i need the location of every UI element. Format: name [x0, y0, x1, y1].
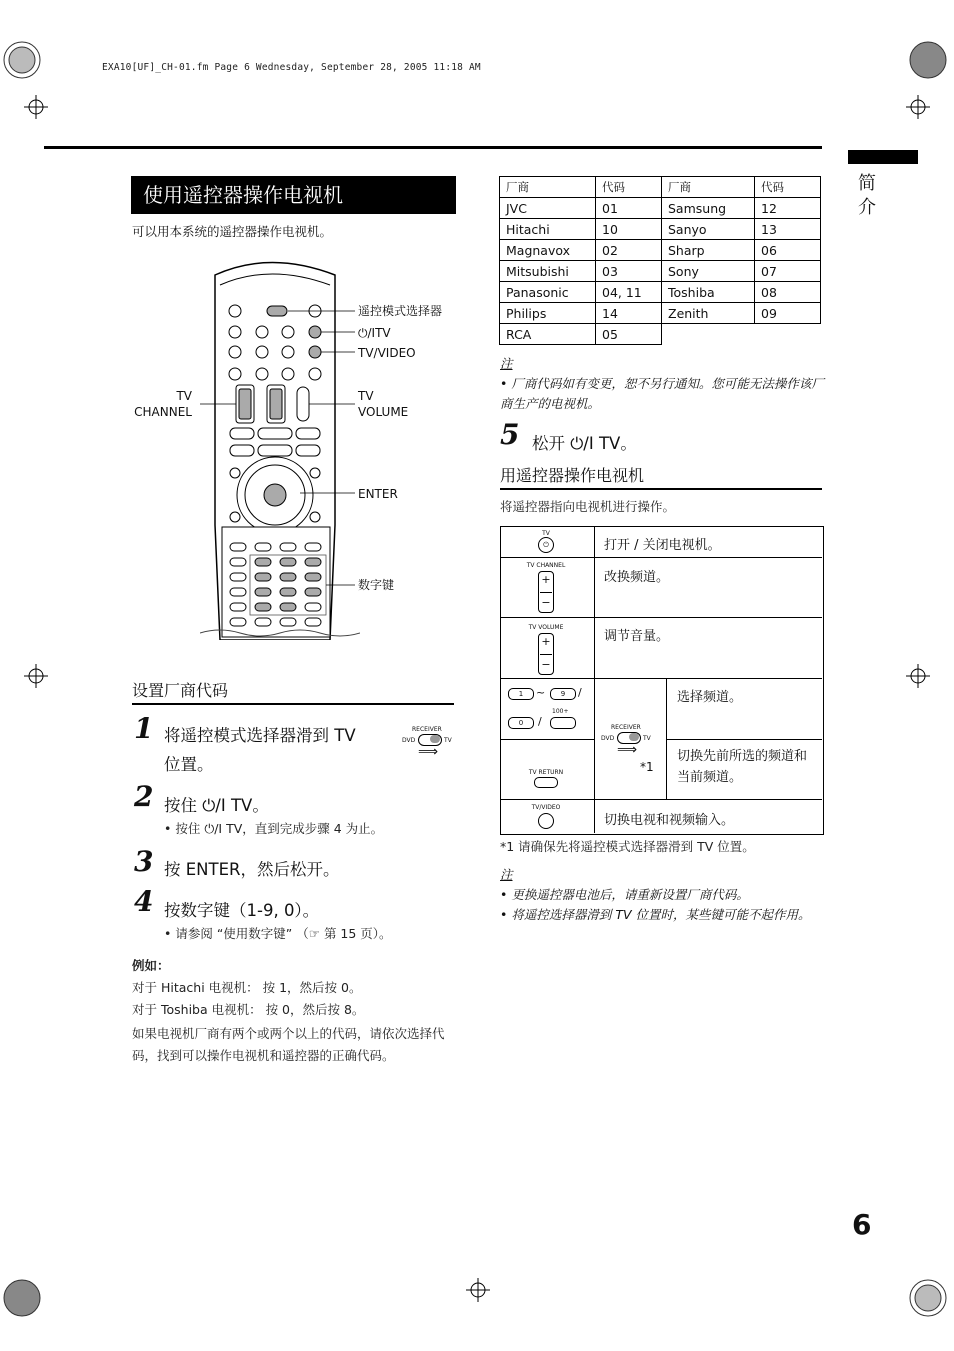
label-tv-channel-line1: TV	[176, 389, 192, 403]
table-cell: 04, 11	[596, 282, 662, 303]
op-row-divider	[500, 739, 594, 740]
crosshair-mark	[906, 664, 930, 692]
number-key-icons	[508, 686, 592, 734]
section-set-code: 设置厂商代码	[132, 678, 454, 705]
op-row-divider	[500, 678, 822, 679]
mode-switch-icon-op	[601, 724, 657, 758]
step-2-bullet-text: 按住 ⏻/I TV，直到完成步骤 4 为止。	[175, 821, 384, 836]
label-tv-volume-line1: TV	[358, 389, 374, 403]
table-cell: 10	[596, 219, 662, 240]
table-cell: Sony	[662, 261, 755, 282]
switch-knob	[629, 733, 639, 741]
label-tv-volume	[358, 388, 408, 420]
switch-receiver-label: RECEIVER	[611, 724, 641, 731]
chapter-tab	[848, 150, 918, 164]
key-100-label: 100+	[552, 708, 569, 715]
table-cell: Panasonic	[500, 282, 596, 303]
crosshair-mark	[466, 1278, 490, 1306]
op-row-input: 切换电视和视频输入。	[604, 813, 735, 828]
op-row-divider	[500, 799, 822, 800]
tv-return-icon	[520, 769, 572, 788]
table-cell: Toshiba	[662, 282, 755, 303]
file-header: EXA10[UF]_CH-01.fm Page 6 Wednesday, September 28, 2005 11:18 AM	[102, 62, 481, 73]
table-row	[500, 240, 821, 261]
table-cell: Zenith	[662, 303, 755, 324]
crosshair-mark	[906, 95, 930, 123]
example-line-1: 对于 Hitachi 电视机： 按 1，然后按 0。	[132, 980, 362, 995]
table-cell: Magnavox	[500, 240, 596, 261]
tv-video-icon	[520, 804, 572, 829]
table-cell-empty	[755, 324, 821, 345]
example-line-2: 对于 Toshiba 电视机： 按 0，然后按 8。	[132, 1002, 365, 1017]
top-rule	[44, 146, 822, 149]
table-cell: 06	[755, 240, 821, 261]
step-number-1: 1	[134, 712, 154, 745]
table-cell: 12	[755, 198, 821, 219]
table-cell: Sanyo	[662, 219, 755, 240]
tv-volume-icon-label: TV VOLUME	[528, 624, 564, 631]
registration-mark-bl	[2, 1278, 42, 1322]
step-2-text: 按住 ⏻/I TV。	[164, 796, 269, 815]
crosshair-mark	[24, 95, 48, 123]
tv-power-icon	[536, 530, 556, 553]
step-number-5: 5	[500, 418, 520, 451]
header-cell: 厂商	[662, 177, 755, 198]
step-4-text: 按数字键（1-9, 0）。	[164, 901, 320, 920]
table-cell: JVC	[500, 198, 596, 219]
registration-mark-tl	[2, 40, 42, 84]
table-cell: 14	[596, 303, 662, 324]
table-cell: Sharp	[662, 240, 755, 261]
table-cell: 01	[596, 198, 662, 219]
note-label-1: 注	[500, 356, 513, 371]
table-cell: Hitachi	[500, 219, 596, 240]
footnote-marker: *1	[640, 760, 654, 774]
page-number: 6	[852, 1208, 872, 1241]
op-col-divider	[666, 678, 667, 799]
switch-tv-label: TV	[444, 737, 452, 744]
footnote: *1 请确保先将遥控模式选择器滑到 TV 位置。	[500, 839, 755, 854]
multi-code-note: 如果电视机厂商有两个或两个以上的代码，请依次选择代码，找到可以操作电视机和遥控器的正确代码。	[132, 1026, 445, 1063]
arrow-right-icon: ⟹	[418, 744, 439, 760]
tilde-sign: ~	[536, 686, 546, 699]
switch-dvd-label: DVD	[601, 735, 615, 742]
table-header-row	[500, 177, 821, 198]
plus-icon: +	[541, 573, 551, 586]
arrow-right-icon: ⟹	[617, 742, 638, 758]
note-2-item-2: • 将遥控选择器滑到 TV 位置时，某些键可能不起作用。	[500, 907, 811, 922]
label-enter: ENTER	[358, 487, 398, 501]
label-power-tv: ⏻/ITV	[358, 326, 391, 340]
step-number-3: 3	[134, 845, 154, 878]
step-5-text: 松开 ⏻/I TV。	[532, 434, 637, 453]
table-cell: Mitsubishi	[500, 261, 596, 282]
label-tv-video: TV/VIDEO	[358, 346, 416, 360]
table-cell: 05	[596, 324, 662, 345]
header-cell: 厂商	[500, 177, 596, 198]
tv-power-icon-label: TV	[542, 530, 550, 537]
label-number-keys: 数字键	[358, 578, 395, 592]
table-row	[500, 198, 821, 219]
header-cell: 代码	[596, 177, 662, 198]
plus-icon: +	[541, 635, 551, 648]
key-9-icon: 9	[550, 688, 576, 700]
table-cell: Samsung	[662, 198, 755, 219]
table-cell-empty	[662, 324, 755, 345]
table-row	[500, 303, 821, 324]
op-row-divider	[500, 557, 822, 558]
table-row	[500, 282, 821, 303]
table-cell: RCA	[500, 324, 596, 345]
table-row	[500, 324, 821, 345]
note-1: • 厂商代码如有变更，恕不另行通知。您可能无法操作该厂商生产的电视机。	[500, 376, 824, 411]
table-cell: Philips	[500, 303, 596, 324]
tv-channel-icon-label: TV CHANNEL	[526, 562, 566, 569]
note-2-item-2-text: 将遥控选择器滑到 TV 位置时，某些键可能不起作用。	[511, 907, 811, 922]
slash-sign: /	[578, 686, 582, 699]
table-cell: 08	[755, 282, 821, 303]
op-row-channel: 改换频道。	[604, 570, 670, 585]
step-4-bullet: • 请参阅 “使用数字键” （☞ 第 15 页）。	[164, 926, 392, 941]
step-number-4: 4	[134, 885, 154, 918]
op-row-select: 选择频道。	[677, 690, 743, 705]
note-2-item-1-text: 更换遥控器电池后，请重新设置厂商代码。	[511, 887, 749, 902]
crosshair-mark	[24, 664, 48, 692]
op-row-return: 切换先前所选的频道和当前频道。	[677, 749, 808, 785]
step-1-text: 将遥控模式选择器滑到 TV	[164, 726, 356, 745]
label-tv-volume-line2: VOLUME	[358, 405, 409, 419]
step-3-text: 按 ENTER，然后松开。	[164, 860, 340, 879]
label-tv-channel-line2: CHANNEL	[134, 405, 192, 419]
tv-channel-icon	[518, 562, 574, 613]
table-row	[500, 219, 821, 240]
registration-mark-br	[908, 1278, 948, 1322]
op-col-divider	[594, 526, 595, 833]
switch-knob	[430, 735, 440, 743]
tv-return-icon-label: TV RETURN	[528, 769, 564, 776]
intro-text: 可以用本系统的遥控器操作电视机。	[132, 224, 333, 239]
chapter-label: 简介	[858, 173, 876, 218]
table-cell: 07	[755, 261, 821, 282]
tv-video-icon-label: TV/VIDEO	[531, 804, 561, 811]
label-tv-channel	[134, 388, 192, 420]
key-100-icon	[550, 717, 576, 729]
step-2-bullet: • 按住 ⏻/I TV，直到完成步骤 4 为止。	[164, 821, 384, 836]
mode-switch-icon	[402, 726, 458, 760]
table-row	[500, 261, 821, 282]
step-1-text-2: 位置。	[164, 755, 214, 774]
tv-volume-icon	[518, 624, 574, 675]
op-row-power: 打开 / 关闭电视机。	[604, 538, 721, 553]
op-row-divider	[500, 617, 822, 618]
table-cell: 02	[596, 240, 662, 261]
note-2-item-1: • 更换遥控器电池后，请重新设置厂商代码。	[500, 887, 749, 902]
note-label-2: 注	[500, 867, 513, 882]
remote-illustration	[200, 255, 360, 640]
registration-mark-tr	[908, 40, 948, 84]
op-row-volume: 调节音量。	[604, 629, 670, 644]
step-4-bullet-text: 请参阅 “使用数字键” （☞ 第 15 页）。	[175, 926, 392, 941]
header-cell: 代码	[755, 177, 821, 198]
note-1-text: 厂商代码如有变更，恕不另行通知。您可能无法操作该厂商生产的电视机。	[500, 376, 824, 411]
minus-icon: −	[541, 658, 551, 671]
key-0-icon: 0	[508, 717, 534, 729]
switch-receiver-label: RECEIVER	[412, 726, 442, 733]
manufacturer-code-table	[499, 176, 821, 345]
label-mode-selector: 遥控模式选择器	[358, 304, 443, 318]
page-title: 使用遥控器操作电视机	[131, 176, 456, 214]
section-operate: 用遥控器操作电视机	[500, 463, 822, 490]
operate-intro: 将遥控器指向电视机进行操作。	[500, 499, 676, 514]
table-cell: 03	[596, 261, 662, 282]
switch-dvd-label: DVD	[402, 737, 416, 744]
switch-tv-label: TV	[643, 735, 651, 742]
slash-sign: /	[538, 715, 542, 728]
table-cell: 13	[755, 219, 821, 240]
op-row-divider	[666, 739, 822, 740]
table-cell: 09	[755, 303, 821, 324]
step-number-2: 2	[134, 780, 154, 813]
power-icon: ⏻	[538, 537, 554, 553]
key-1-icon: 1	[508, 688, 534, 700]
minus-icon: −	[541, 596, 551, 609]
example-title: 例如：	[132, 958, 170, 973]
